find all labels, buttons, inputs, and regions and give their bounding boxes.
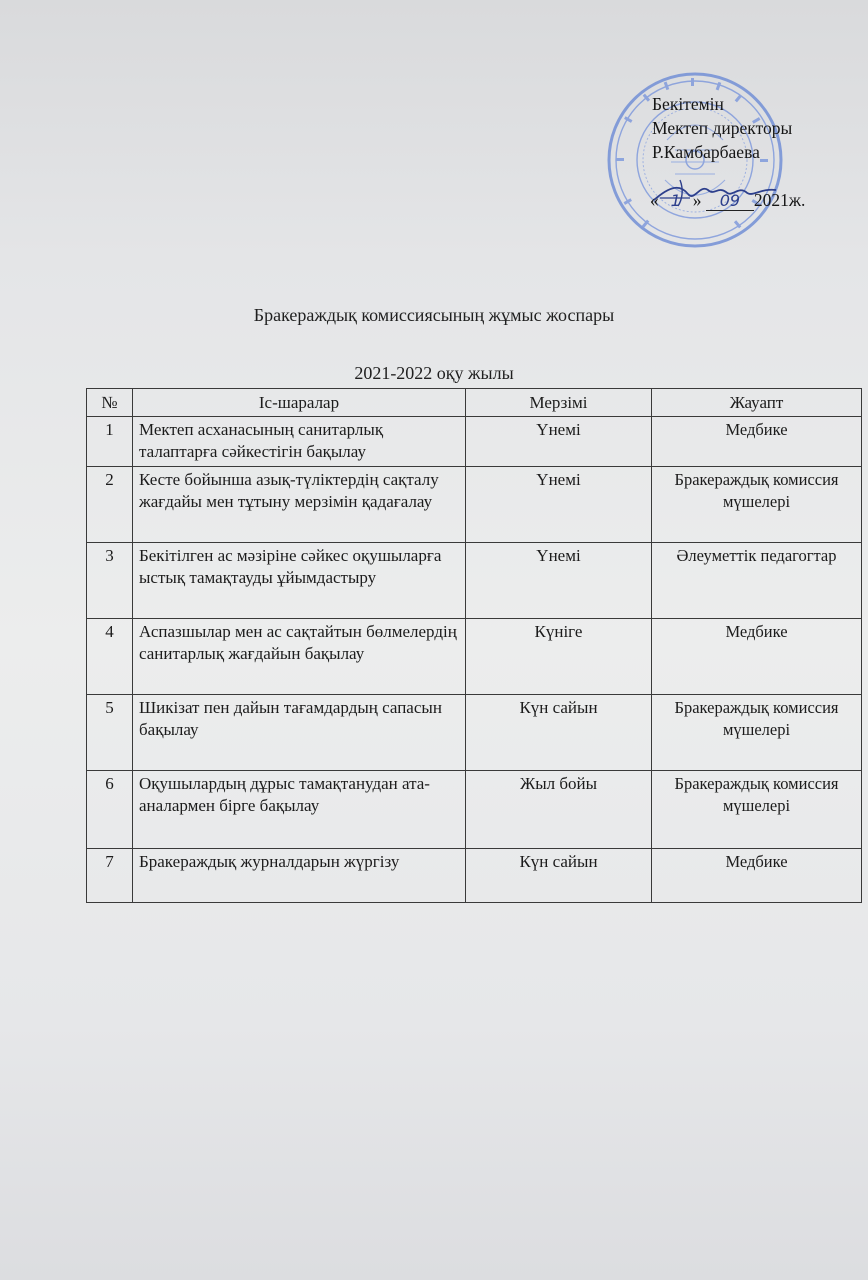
- row-term: Жыл бойы: [466, 771, 652, 849]
- row-number: 3: [87, 543, 133, 619]
- document-title: Бракераждық комиссиясының жұмыс жоспары: [253, 305, 615, 325]
- row-task: Шикізат пен дайын тағамдардың сапасын бақылау: [133, 695, 466, 771]
- row-responsible: Бракераждық комиссия мүшелері: [652, 467, 862, 543]
- table-header-row: [87, 389, 862, 417]
- header-deadline: Мерзімі: [466, 389, 652, 417]
- work-plan-table: [86, 388, 862, 903]
- row-responsible: Бракераждық комиссия мүшелері: [652, 771, 862, 849]
- date-year: 2021ж.: [753, 190, 806, 210]
- row-number: 1: [87, 417, 133, 467]
- row-term: Күн сайын: [466, 695, 652, 771]
- row-task: Мектеп асханасының санитарлық талаптарға сәйкестігін бақылау: [133, 417, 466, 467]
- row-term: Үнемі: [466, 417, 652, 467]
- table-row: [87, 543, 862, 619]
- row-task: Кесте бойынша азық-түліктердің сақталу жағдайы мен тұтыну мерзімін қадағалау: [133, 467, 466, 543]
- academic-year: 2021-2022 оқу жылы: [354, 363, 514, 383]
- row-number: 6: [87, 771, 133, 849]
- header-activities: Іс-шаралар: [133, 389, 466, 417]
- approval-position: Мектеп директоры: [652, 118, 793, 138]
- header-responsible: Жауапт: [652, 389, 862, 417]
- date-day: 1: [670, 191, 681, 210]
- table-row: [87, 467, 862, 543]
- row-responsible: Әлеуметтік педагогтар: [652, 543, 862, 619]
- row-task: Бекітілген ас мәзіріне сәйкес оқушыларға ыстық тамақтауды ұйымдастыру: [133, 543, 466, 619]
- row-task: Бракераждық журналдарын жүргізу: [133, 849, 466, 903]
- row-responsible: Медбике: [652, 619, 862, 695]
- row-number: 4: [87, 619, 133, 695]
- row-term: Үнемі: [466, 467, 652, 543]
- approval-title: Бекітемін: [652, 94, 724, 114]
- row-number: 7: [87, 849, 133, 903]
- table-row: [87, 771, 862, 849]
- row-term: Үнемі: [466, 543, 652, 619]
- row-task: Аспазшылар мен ас сақтайтын бөлмелердің санитарлық жағдайын бақылау: [133, 619, 466, 695]
- row-responsible: Бракераждық комиссия мүшелері: [652, 695, 862, 771]
- approval-director-name: Р.Камбарбаева: [652, 142, 760, 162]
- table-row: [87, 619, 862, 695]
- row-number: 2: [87, 467, 133, 543]
- date-month: 09: [706, 192, 754, 211]
- row-responsible: Медбике: [652, 417, 862, 467]
- date-quote-open: «: [650, 190, 659, 210]
- approval-date: [650, 188, 805, 213]
- header-number: №: [87, 389, 133, 417]
- table-row: [87, 849, 862, 903]
- row-number: 5: [87, 695, 133, 771]
- table-row: [87, 417, 862, 467]
- table-row: [87, 695, 862, 771]
- approval-block: [652, 92, 805, 213]
- row-responsible: Медбике: [652, 849, 862, 903]
- row-task: Оқушылардың дұрыс тамақтанудан ата-аналармен бірге бақылау: [133, 771, 466, 849]
- date-quote-close: »: [692, 190, 702, 210]
- row-term: Күн сайын: [466, 849, 652, 903]
- row-term: Күніге: [466, 619, 652, 695]
